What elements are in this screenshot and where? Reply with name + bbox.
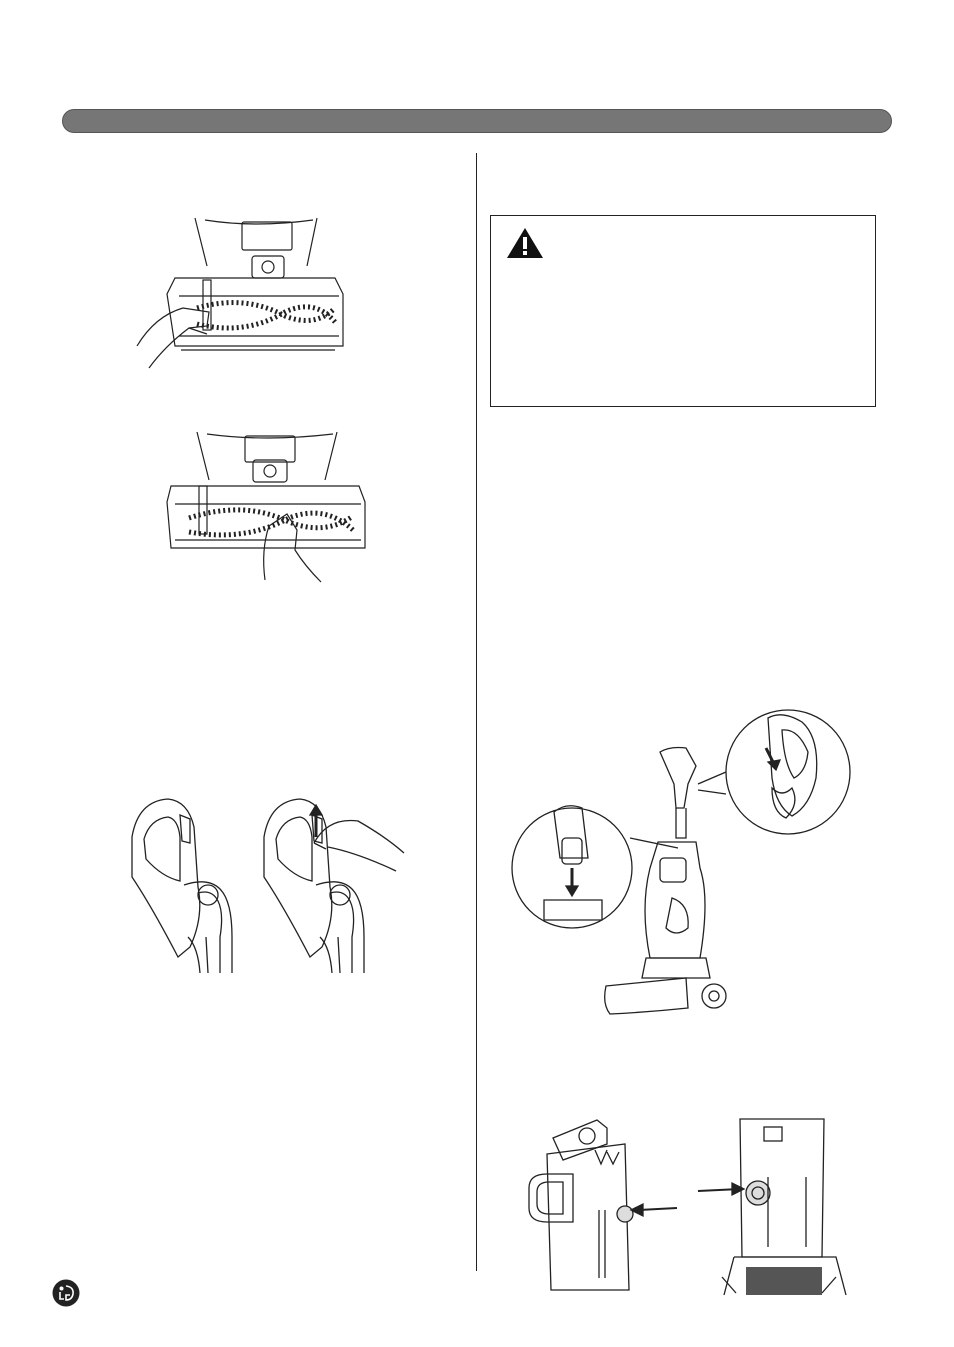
- brush-removal-left-figure: [135, 216, 375, 371]
- hand-brushroll-icon: [135, 216, 375, 371]
- brush-removal-center-figure: [165, 430, 375, 585]
- handle-release-figure: [128, 797, 408, 977]
- body-socket-figure: [696, 1117, 851, 1295]
- warning-panel: [490, 215, 876, 407]
- page-header-bar: [62, 109, 892, 133]
- upright-vacuum-figure: [510, 708, 850, 1023]
- dust-bin-release-figure: [527, 1118, 682, 1293]
- warning-triangle-icon: [505, 226, 545, 260]
- lg-logo-icon: [52, 1279, 80, 1307]
- dust-bin-icon: [527, 1118, 682, 1293]
- lg-logo: [52, 1279, 80, 1312]
- hand-brushroll-icon: [165, 430, 375, 585]
- vacuum-icon: [510, 708, 850, 1023]
- handle-grip-icon: [128, 797, 408, 977]
- socket-icon: [696, 1117, 851, 1295]
- column-divider: [476, 153, 477, 1271]
